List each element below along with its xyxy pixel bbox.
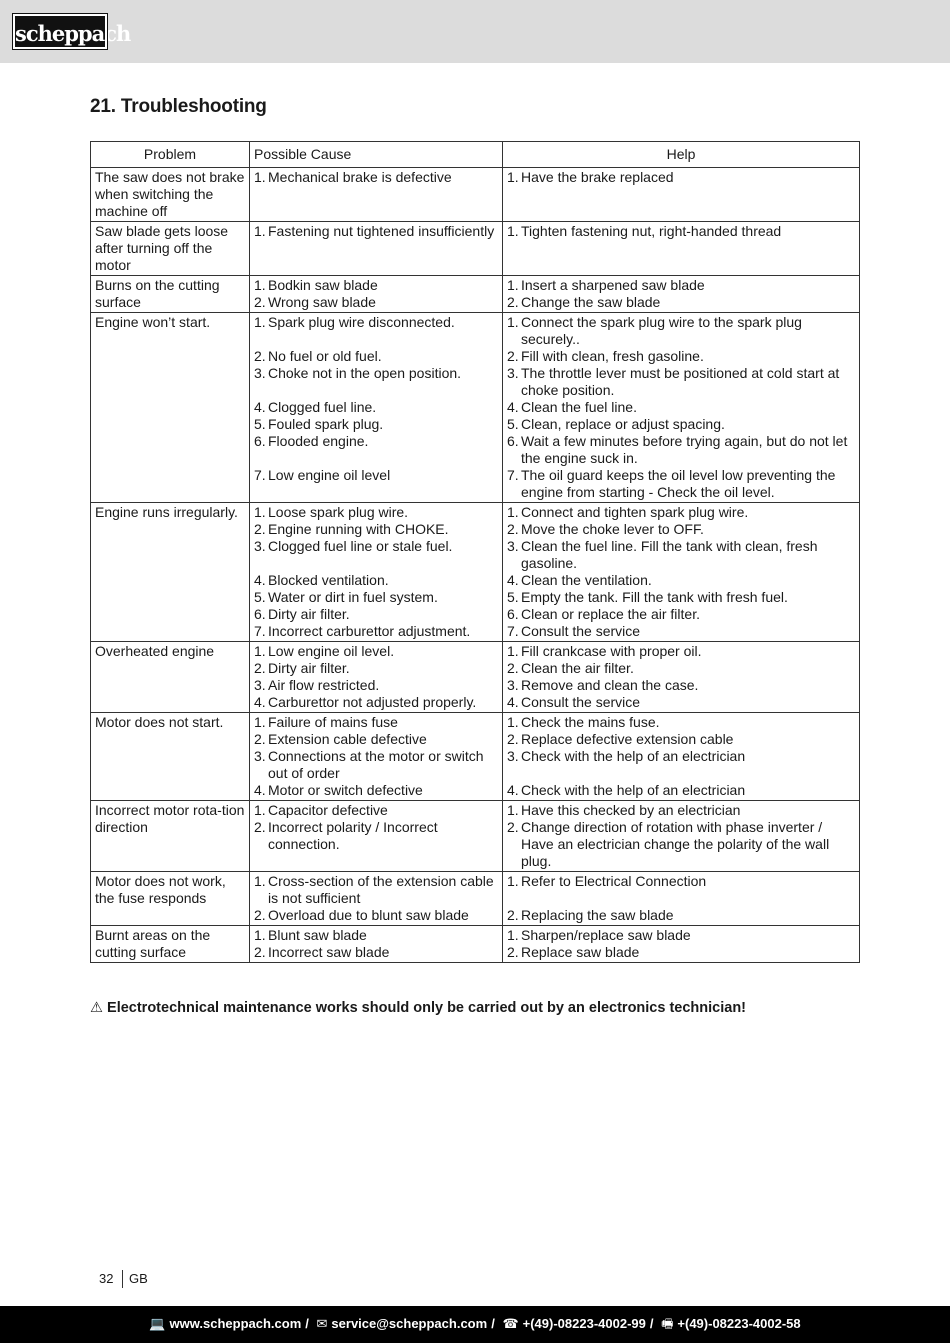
help-cell xyxy=(503,872,860,926)
electrical-warning: ⚠ Electrotechnical maintenance works should only be carried out by an electronics technician! xyxy=(90,1000,747,1016)
section-title: 21. Troubleshooting xyxy=(90,96,267,117)
item-text: Dirty air filter. xyxy=(268,606,350,622)
item-number: 2. xyxy=(254,819,266,835)
item-number: 1. xyxy=(507,504,519,520)
cause-item xyxy=(254,927,498,944)
item-text: Low engine oil level xyxy=(268,467,391,483)
item-number: 6. xyxy=(254,606,266,622)
item-number: 1. xyxy=(507,643,519,659)
cause-item xyxy=(254,521,498,538)
item-number: 1. xyxy=(254,169,266,185)
item-text: Incorrect saw blade xyxy=(268,944,390,960)
cause-cell xyxy=(250,276,503,313)
help-item xyxy=(507,802,855,819)
item-number: 2. xyxy=(507,294,519,310)
troubleshooting-table xyxy=(90,141,860,963)
item-number: 3. xyxy=(254,365,266,381)
item-number: 2. xyxy=(254,731,266,747)
table-row xyxy=(91,642,860,713)
footer-separator: / xyxy=(491,1316,495,1331)
cause-cell xyxy=(250,503,503,642)
help-item xyxy=(507,660,855,677)
item-number: 5. xyxy=(507,589,519,605)
item-text: Check with the help of an electrician xyxy=(521,748,746,764)
cause-item xyxy=(254,819,498,853)
item-text: Connect and tighten spark plug wire. xyxy=(521,504,749,520)
help-item xyxy=(507,677,855,694)
item-text: The throttle lever must be positioned at cold start at choke position. xyxy=(521,365,840,398)
item-number: 1. xyxy=(254,223,266,239)
item-text: Have the brake replaced xyxy=(521,169,674,185)
table-row xyxy=(91,222,860,276)
cause-list xyxy=(254,873,498,924)
help-cell xyxy=(503,276,860,313)
help-item xyxy=(507,314,855,348)
item-text: Change the saw blade xyxy=(521,294,661,310)
cause-item xyxy=(254,731,498,748)
item-number: 2. xyxy=(507,660,519,676)
table-row xyxy=(91,168,860,222)
item-number: 1. xyxy=(254,504,266,520)
item-text: Connect the spark plug wire to the spark plug securely.. xyxy=(521,314,802,347)
help-item xyxy=(507,277,855,294)
help-item xyxy=(507,694,855,711)
item-number: 1. xyxy=(507,873,519,889)
cause-item xyxy=(254,660,498,677)
problem-cell: Engine runs irregularly. xyxy=(91,503,250,642)
cause-cell xyxy=(250,872,503,926)
item-text: Motor or switch defective xyxy=(268,782,423,798)
cause-item xyxy=(254,623,498,640)
help-item xyxy=(507,623,855,640)
item-text: Consult the service xyxy=(521,623,641,639)
item-number: 1. xyxy=(254,873,266,889)
item-number: 1. xyxy=(507,277,519,293)
cause-item xyxy=(254,399,498,416)
item-number: 3. xyxy=(507,677,519,693)
table-header-row xyxy=(91,142,860,168)
item-text: Have this checked by an electrician xyxy=(521,802,741,818)
help-item xyxy=(507,643,855,660)
cause-item xyxy=(254,714,498,731)
table-row xyxy=(91,926,860,963)
item-number: 3. xyxy=(254,677,266,693)
item-number: 2. xyxy=(507,944,519,960)
cause-item xyxy=(254,348,498,365)
item-text: Wait a few minutes before trying again, but do not let the engine suck in. xyxy=(521,433,848,466)
help-item xyxy=(507,819,855,870)
help-item xyxy=(507,873,855,890)
cause-item xyxy=(254,538,498,555)
help-item xyxy=(507,572,855,589)
item-number: 4. xyxy=(507,572,519,588)
item-number: 2. xyxy=(254,294,266,310)
item-text: Bodkin saw blade xyxy=(268,277,378,293)
item-text: Insert a sharpened saw blade xyxy=(521,277,705,293)
problem-cell: Motor does not work, the fuse responds xyxy=(91,872,250,926)
help-cell xyxy=(503,222,860,276)
item-number: 1. xyxy=(507,714,519,730)
footer-fax: +(49)-08223-4002-58 xyxy=(677,1316,801,1331)
cause-item xyxy=(254,433,498,450)
problem-cell: The saw does not brake when switching the machine off xyxy=(91,168,250,222)
cause-list xyxy=(254,277,498,311)
help-item xyxy=(507,521,855,538)
problem-cell: Burns on the cutting surface xyxy=(91,276,250,313)
page-number-divider xyxy=(122,1270,123,1288)
item-text: Water or dirt in fuel system. xyxy=(268,589,438,605)
item-text: Incorrect carburettor adjustment. xyxy=(268,623,471,639)
item-text: Dirty air filter. xyxy=(268,660,350,676)
help-item xyxy=(507,589,855,606)
item-text: No fuel or old fuel. xyxy=(268,348,382,364)
item-number: 1. xyxy=(254,802,266,818)
item-number: 3. xyxy=(507,748,519,764)
help-list xyxy=(507,314,855,501)
item-text: Clean the ventilation. xyxy=(521,572,652,588)
cause-item xyxy=(254,907,498,924)
item-number: 1. xyxy=(254,643,266,659)
cause-item xyxy=(254,694,498,711)
cause-item xyxy=(254,277,498,294)
item-number: 5. xyxy=(254,589,266,605)
item-text: The oil guard keeps the oil level low preventing the engine from starting - Check the oil level. xyxy=(521,467,836,500)
help-item xyxy=(507,606,855,623)
item-number: 4. xyxy=(507,782,519,798)
item-text: Spark plug wire disconnected. xyxy=(268,314,455,330)
item-number: 1. xyxy=(507,223,519,239)
footer-email[interactable]: service@scheppach.com xyxy=(331,1316,488,1331)
item-text: Sharpen/replace saw blade xyxy=(521,927,691,943)
help-item xyxy=(507,433,855,467)
item-text: Cross-section of the extension cable is not sufficient xyxy=(268,873,494,906)
item-number: 4. xyxy=(254,694,266,710)
help-item xyxy=(507,467,855,501)
help-cell xyxy=(503,926,860,963)
help-list xyxy=(507,927,855,961)
cause-list xyxy=(254,714,498,799)
cause-cell xyxy=(250,713,503,801)
cause-cell xyxy=(250,168,503,222)
help-item xyxy=(507,169,855,186)
cause-cell xyxy=(250,222,503,276)
item-number: 2. xyxy=(507,348,519,364)
item-text: Clean, replace or adjust spacing. xyxy=(521,416,725,432)
item-text: Clean the air filter. xyxy=(521,660,634,676)
item-number: 1. xyxy=(254,277,266,293)
table-row xyxy=(91,503,860,642)
item-number: 1. xyxy=(254,314,266,330)
item-number: 6. xyxy=(507,433,519,449)
item-number: 3. xyxy=(254,538,266,554)
help-list xyxy=(507,504,855,640)
item-number: 2. xyxy=(507,731,519,747)
help-item xyxy=(507,714,855,731)
help-item xyxy=(507,504,855,521)
item-text: Air flow restricted. xyxy=(268,677,380,693)
item-text: Loose spark plug wire. xyxy=(268,504,409,520)
help-item xyxy=(507,348,855,365)
table-row xyxy=(91,313,860,503)
item-number: 1. xyxy=(507,169,519,185)
item-number: 2. xyxy=(254,907,266,923)
item-text: Clogged fuel line. xyxy=(268,399,377,415)
cause-item xyxy=(254,589,498,606)
help-item xyxy=(507,223,855,240)
phone-icon: ☎ xyxy=(502,1316,519,1331)
help-list xyxy=(507,277,855,311)
cause-list xyxy=(254,223,498,240)
help-item xyxy=(507,927,855,944)
item-number: 5. xyxy=(507,416,519,432)
item-number: 2. xyxy=(507,521,519,537)
item-number: 3. xyxy=(507,538,519,554)
table-row xyxy=(91,713,860,801)
item-text: Clean the fuel line. xyxy=(521,399,637,415)
cause-cell xyxy=(250,642,503,713)
item-text: Overload due to blunt saw blade xyxy=(268,907,469,923)
cause-cell xyxy=(250,801,503,872)
cause-list xyxy=(254,802,498,853)
cause-item xyxy=(254,748,498,782)
laptop-icon: 💻 xyxy=(149,1316,166,1331)
footer-separator: / xyxy=(649,1316,654,1331)
item-text: Fill with clean, fresh gasoline. xyxy=(521,348,704,364)
help-item xyxy=(507,748,855,765)
item-text: Clean the fuel line. Fill the tank with clean, fresh gasoline. xyxy=(521,538,818,571)
item-number: 4. xyxy=(254,572,266,588)
item-number: 4. xyxy=(254,782,266,798)
item-number: 2. xyxy=(254,521,266,537)
cause-item xyxy=(254,572,498,589)
item-text: Mechanical brake is defective xyxy=(268,169,452,185)
table-body xyxy=(91,168,860,963)
item-number: 3. xyxy=(254,748,266,764)
cause-item xyxy=(254,944,498,961)
header-problem: Problem xyxy=(91,142,250,168)
header-bar xyxy=(0,0,950,63)
item-text: Fouled spark plug. xyxy=(268,416,384,432)
item-number: 2. xyxy=(507,907,519,923)
item-number: 2. xyxy=(254,660,266,676)
help-item xyxy=(507,538,855,572)
item-text: Capacitor defective xyxy=(268,802,388,818)
item-text: Clogged fuel line or stale fuel. xyxy=(268,538,453,554)
item-text: Check with the help of an electrician xyxy=(521,782,746,798)
item-text: Change direction of rotation with phase inverter / Have an electrician change the polarity of the wall plug. xyxy=(521,819,830,869)
table-row xyxy=(91,872,860,926)
item-text: Consult the service xyxy=(521,694,641,710)
help-cell xyxy=(503,713,860,801)
cause-cell xyxy=(250,926,503,963)
cause-item xyxy=(254,365,498,382)
item-text: Tighten fastening nut, right-handed thread xyxy=(521,223,782,239)
help-list xyxy=(507,169,855,186)
problem-cell: Motor does not start. xyxy=(91,713,250,801)
help-item xyxy=(507,294,855,311)
help-cell xyxy=(503,168,860,222)
footer-website[interactable]: www.scheppach.com xyxy=(169,1316,302,1331)
problem-cell: Engine won’t start. xyxy=(91,313,250,503)
item-number: 1. xyxy=(507,927,519,943)
item-number: 2. xyxy=(254,944,266,960)
cause-list xyxy=(254,504,498,640)
problem-cell: Overheated engine xyxy=(91,642,250,713)
item-number: 6. xyxy=(507,606,519,622)
help-item xyxy=(507,416,855,433)
item-number: 4. xyxy=(507,694,519,710)
help-list xyxy=(507,873,855,924)
help-cell xyxy=(503,503,860,642)
item-text: Move the choke lever to OFF. xyxy=(521,521,704,537)
item-text: Replacing the saw blade xyxy=(521,907,674,923)
help-cell xyxy=(503,313,860,503)
cause-item xyxy=(254,223,498,240)
item-text: Remove and clean the case. xyxy=(521,677,699,693)
cause-item xyxy=(254,504,498,521)
help-list xyxy=(507,714,855,799)
item-number: 5. xyxy=(254,416,266,432)
item-text: Fill crankcase with proper oil. xyxy=(521,643,702,659)
item-text: Carburettor not adjusted properly. xyxy=(268,694,477,710)
item-text: Connections at the motor or switch out of order xyxy=(268,748,484,781)
cause-list xyxy=(254,314,498,484)
cause-item xyxy=(254,677,498,694)
cause-item xyxy=(254,169,498,186)
item-text: Check the mains fuse. xyxy=(521,714,660,730)
help-item xyxy=(507,399,855,416)
cause-cell xyxy=(250,313,503,503)
header-help: Help xyxy=(503,142,860,168)
scheppach-logo: scheppach xyxy=(13,14,107,49)
item-text: Blunt saw blade xyxy=(268,927,367,943)
fax-icon: 🖷 xyxy=(661,1316,674,1331)
item-text: Engine running with CHOKE. xyxy=(268,521,449,537)
cause-item xyxy=(254,782,498,799)
cause-item xyxy=(254,643,498,660)
item-text: Empty the tank. Fill the tank with fresh fuel. xyxy=(521,589,788,605)
help-list xyxy=(507,802,855,870)
help-list xyxy=(507,223,855,240)
item-number: 7. xyxy=(507,467,519,483)
item-text: Blocked ventilation. xyxy=(268,572,389,588)
footer-bar xyxy=(0,1306,950,1343)
item-text: Choke not in the open position. xyxy=(268,365,462,381)
item-text: Refer to Electrical Connection xyxy=(521,873,707,889)
help-cell xyxy=(503,801,860,872)
table-row xyxy=(91,276,860,313)
problem-cell: Burnt areas on the cutting surface xyxy=(91,926,250,963)
item-number: 1. xyxy=(254,927,266,943)
cause-item xyxy=(254,314,498,331)
help-item xyxy=(507,365,855,399)
item-text: Failure of mains fuse xyxy=(268,714,398,730)
mail-icon: ✉ xyxy=(316,1316,328,1331)
item-number: 3. xyxy=(507,365,519,381)
help-item xyxy=(507,907,855,924)
problem-cell: Saw blade gets loose after turning off the motor xyxy=(91,222,250,276)
cause-list xyxy=(254,169,498,186)
cause-item xyxy=(254,294,498,311)
item-number: 2. xyxy=(507,819,519,835)
item-number: 7. xyxy=(507,623,519,639)
item-number: 1. xyxy=(507,802,519,818)
item-number: 4. xyxy=(254,399,266,415)
item-number: 1. xyxy=(507,314,519,330)
page-number: 32 xyxy=(99,1271,114,1286)
footer-separator: / xyxy=(305,1316,309,1331)
help-item xyxy=(507,944,855,961)
cause-item xyxy=(254,873,498,907)
cause-item xyxy=(254,802,498,819)
cause-list xyxy=(254,643,498,711)
help-cell xyxy=(503,642,860,713)
cause-item xyxy=(254,606,498,623)
item-text: Low engine oil level. xyxy=(268,643,395,659)
item-text: Extension cable defective xyxy=(268,731,427,747)
footer-phone[interactable]: +(49)-08223-4002-99 xyxy=(522,1316,646,1331)
language-code: GB xyxy=(129,1271,148,1286)
table-row xyxy=(91,801,860,872)
cause-list xyxy=(254,927,498,961)
header-cause: Possible Cause xyxy=(250,142,503,168)
help-item xyxy=(507,731,855,748)
item-number: 2. xyxy=(254,348,266,364)
item-number: 4. xyxy=(507,399,519,415)
problem-cell: Incorrect motor rota-tion direction xyxy=(91,801,250,872)
item-text: Wrong saw blade xyxy=(268,294,376,310)
item-number: 1. xyxy=(254,714,266,730)
item-number: 7. xyxy=(254,623,266,639)
help-item xyxy=(507,782,855,799)
item-text: Flooded engine. xyxy=(268,433,369,449)
item-number: 7. xyxy=(254,467,266,483)
cause-item xyxy=(254,467,498,484)
cause-item xyxy=(254,416,498,433)
item-text: Clean or replace the air filter. xyxy=(521,606,700,622)
item-text: Incorrect polarity / Incorrect connection. xyxy=(268,819,438,852)
item-text: Replace defective extension cable xyxy=(521,731,734,747)
item-text: Fastening nut tightened insufficiently xyxy=(268,223,495,239)
help-list xyxy=(507,643,855,711)
item-number: 6. xyxy=(254,433,266,449)
item-text: Replace saw blade xyxy=(521,944,640,960)
